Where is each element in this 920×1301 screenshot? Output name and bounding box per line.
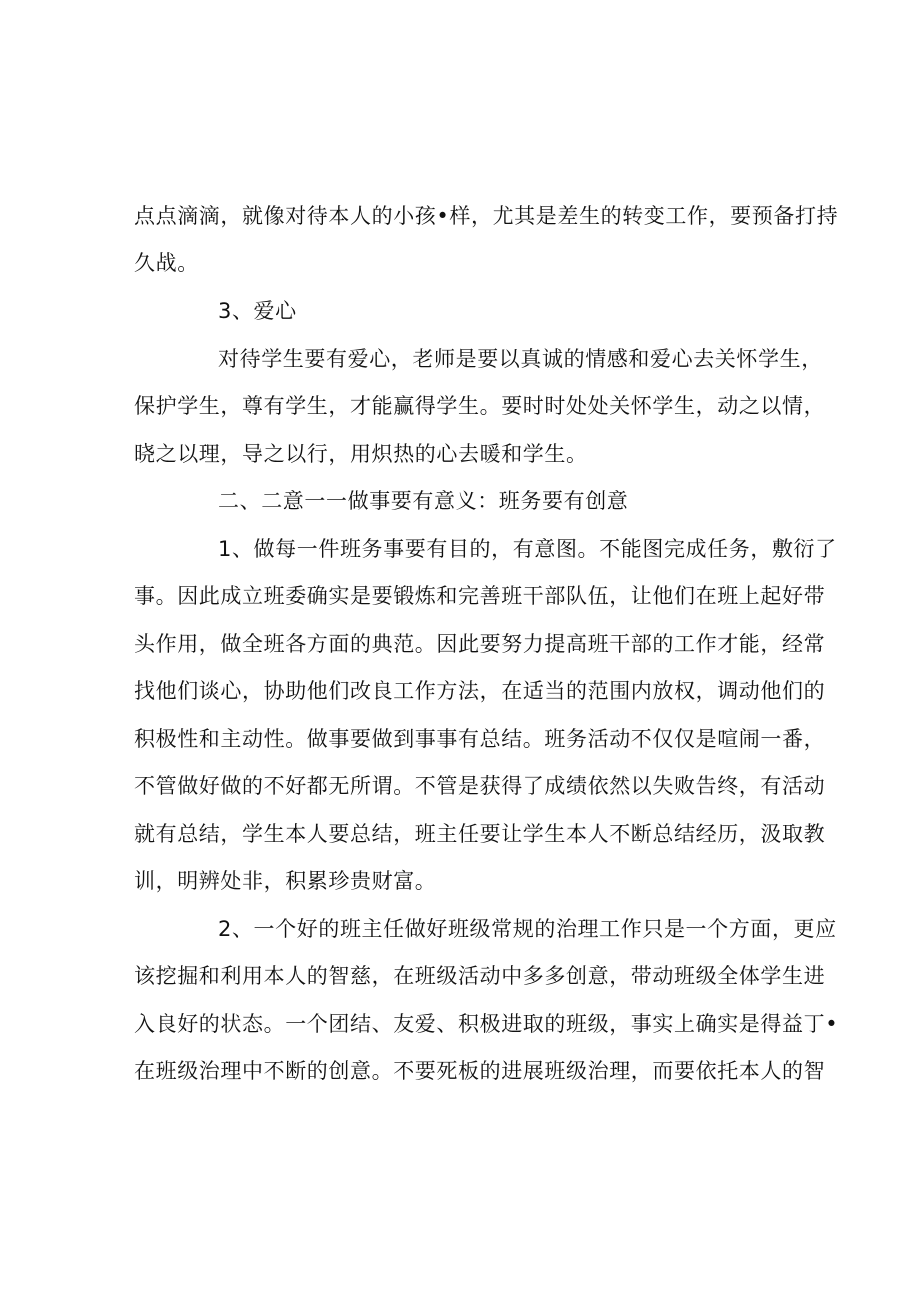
paragraph-line: 不管做好做的不好都无所谓。不管是获得了成绩依然以失败告终，有活动	[134, 774, 826, 798]
paragraph-line: 点点滴滴，就像对待本人的小孩•样，尤其是差生的转变工作，要预备打持	[134, 204, 839, 228]
paragraph-line: 事。因此成立班委确实是要锻炼和完善班干部队伍，让他们在班上起好带	[134, 584, 826, 608]
paragraph-line: 对待学生要有爱心，老师是要以真诚的情感和爱心去关怀学生，	[218, 347, 823, 371]
paragraph-line: 1、做每一件班务事要有目的，有意图。不能图完成任务，敷衍了	[218, 537, 837, 561]
paragraph-line: 保护学生，尊有学生，才能赢得学生。要时时处处关怀学生，动之以情，	[134, 394, 826, 418]
section-heading: 3、爱心	[218, 299, 297, 323]
paragraph-line: 入良好的状态。一个团结、友爱、积极进取的班级，事实上确实是得益丁•	[134, 1012, 839, 1036]
paragraph-line: 积极性和主动性。做事要做到事事有总结。班务活动不仅仅是喧闹一番，	[134, 727, 826, 751]
paragraph-line: 晓之以理，导之以行，用炽热的心去暖和学生。	[134, 442, 588, 466]
paragraph-line: 该挖掘和利用本人的智慈，在班级活动中多多创意，带动班级全体学生进	[134, 964, 826, 988]
paragraph-line: 就有总结，学生本人要总结，班主任要让学生本人不断总结经历，汲取教	[134, 822, 826, 846]
paragraph-line: 在班级治理中不断的创意。不要死板的进展班级治理，而要依托本人的智	[134, 1059, 826, 1083]
paragraph-line: 头作用，做全班各方面的典范。因此要努力提高班干部的工作才能，经常	[134, 632, 826, 656]
paragraph-line: 训，明辨处非，积累珍贵财富。	[134, 869, 437, 893]
paragraph-line: 2、一个好的班主任做好班级常规的治理工作只是一个方面，更应	[218, 917, 837, 941]
paragraph-line: 久战。	[134, 251, 199, 275]
paragraph-line: 找他们谈心，协助他们改良工作方法，在适当的范围内放权，调动他们的	[134, 679, 826, 703]
section-heading: 二、二意一一做事要有意义：班务要有创意	[218, 489, 629, 513]
